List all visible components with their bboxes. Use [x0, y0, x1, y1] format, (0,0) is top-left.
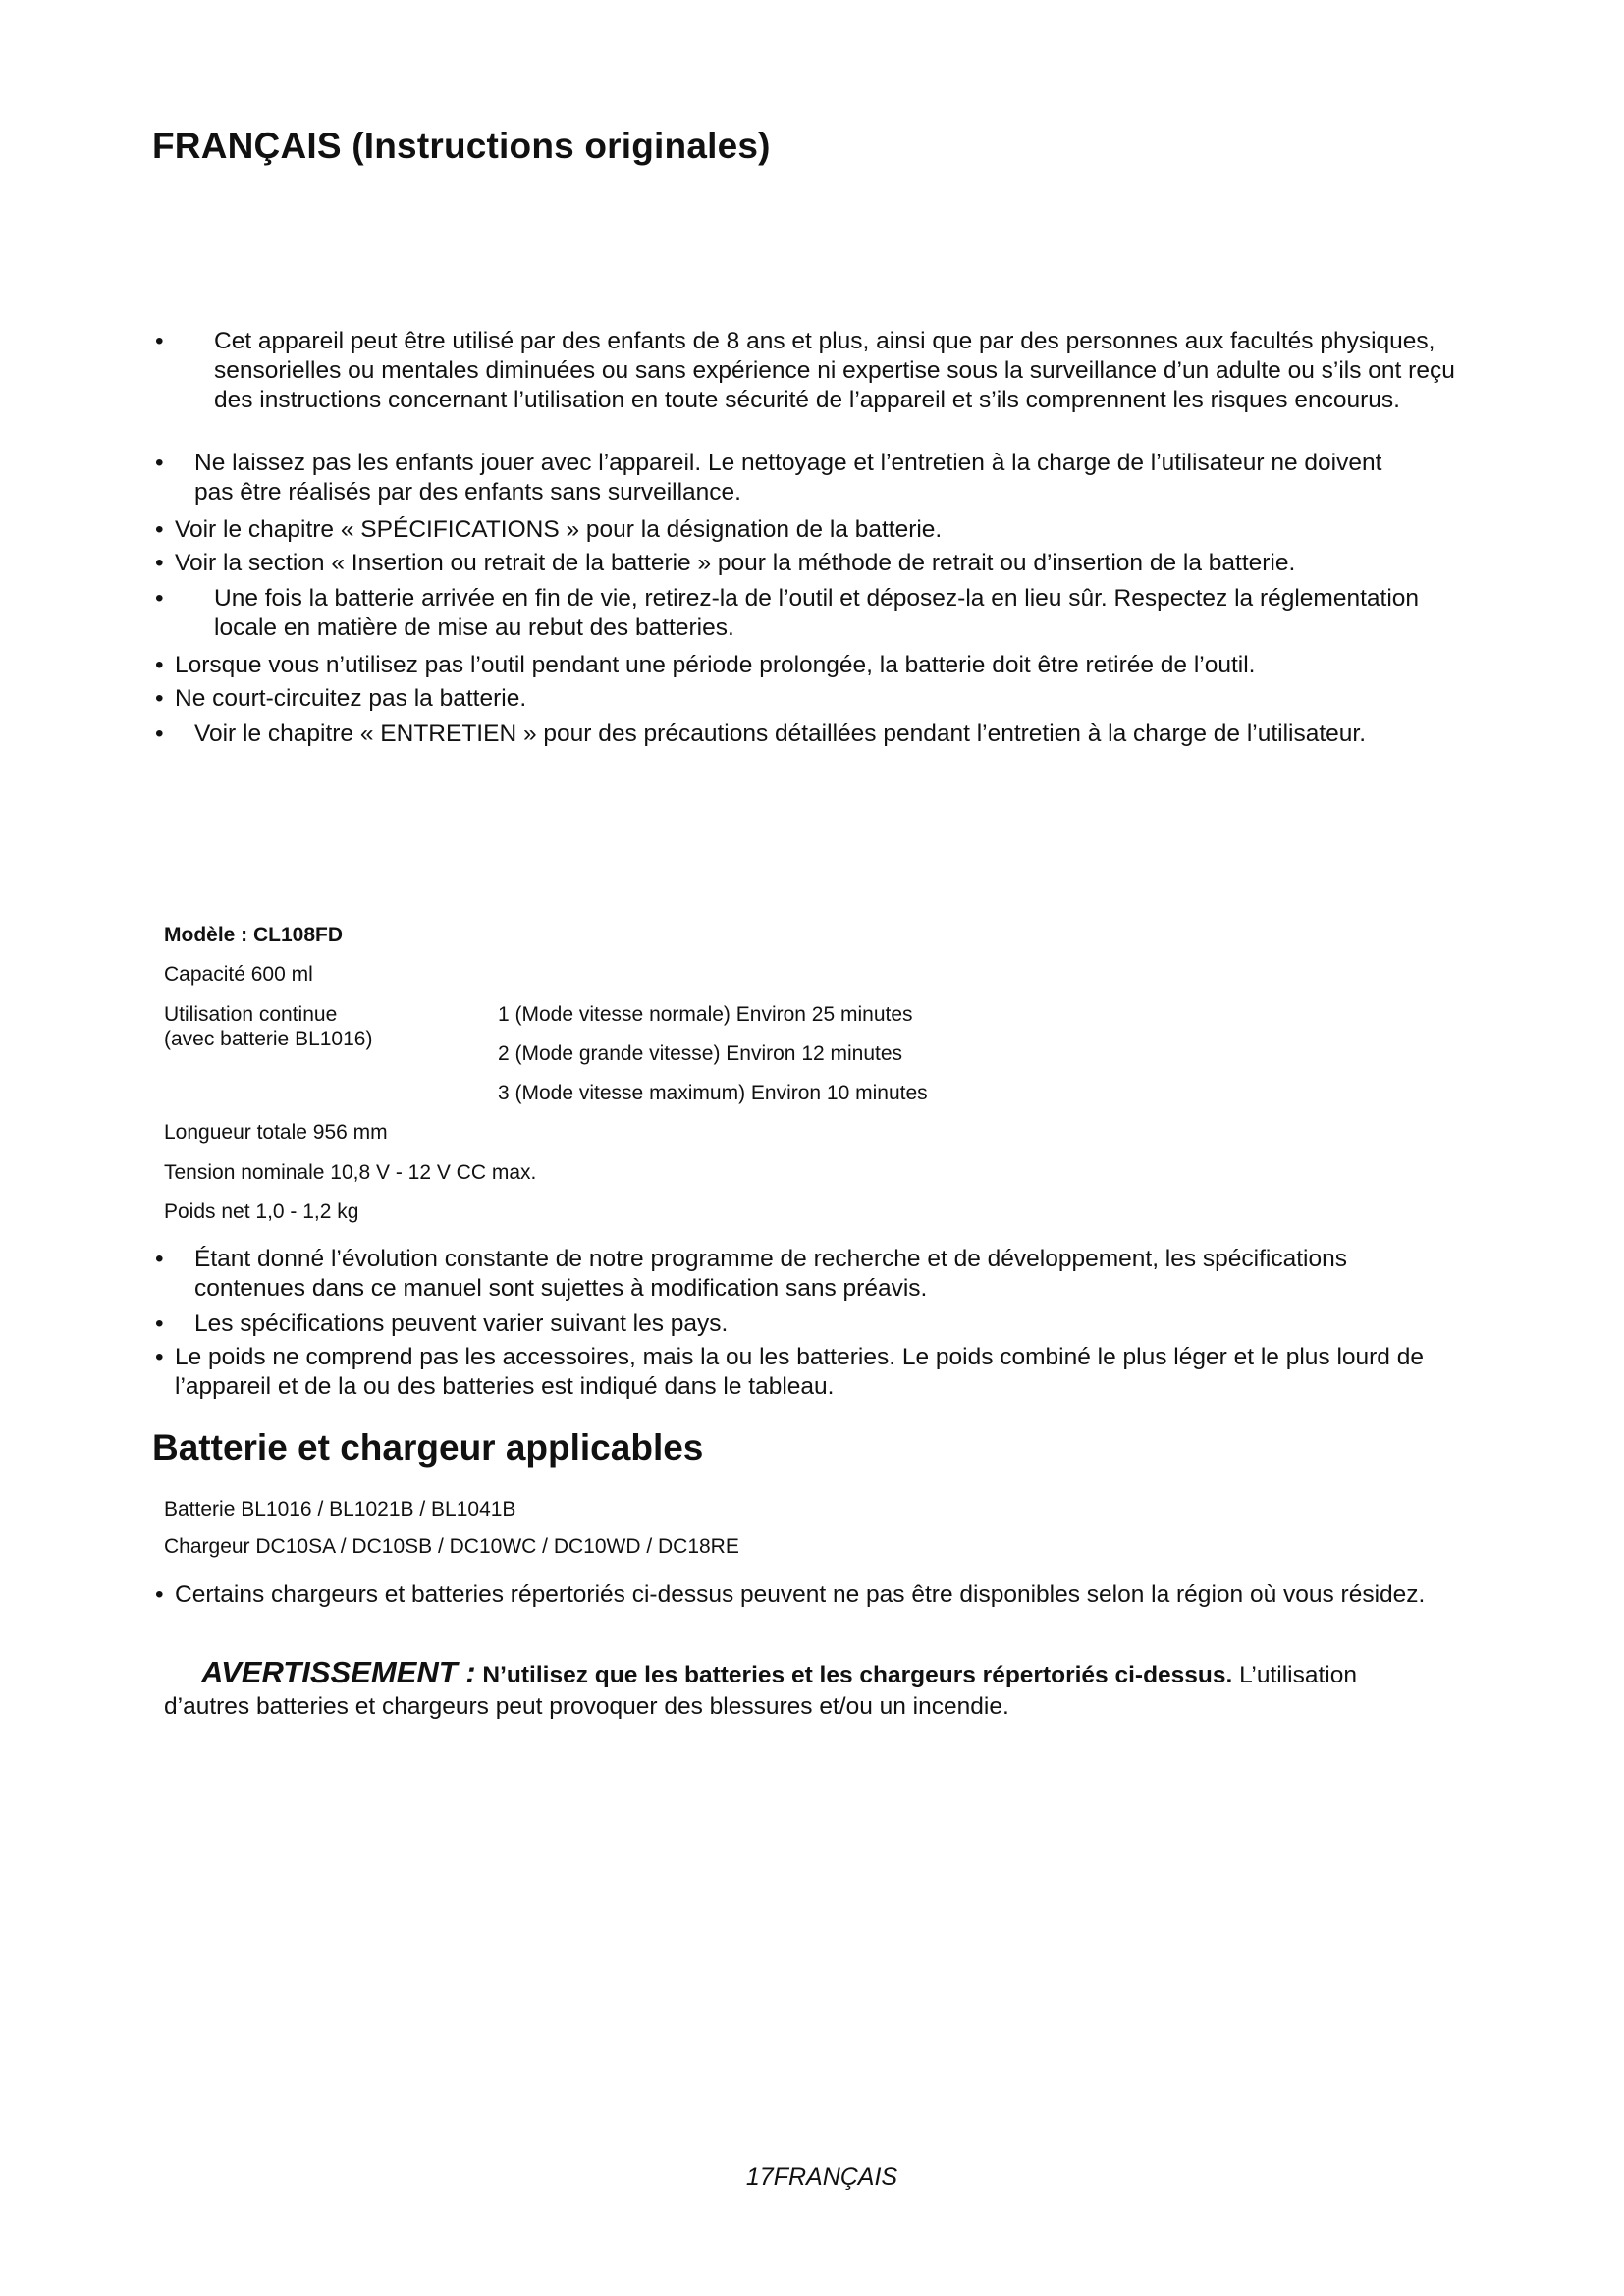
list-item-text: Une fois la batterie arrivée en fin de vie, retirez-la de l’outil et déposez-la en lieu sûr. Respectez la réglementation locale en matière de mise au rebut des batteries.	[214, 585, 1420, 641]
bullet-icon: •	[155, 585, 164, 612]
bullet-icon: •	[155, 1246, 164, 1272]
list-item	[155, 720, 1471, 753]
bullet-icon: •	[155, 1344, 164, 1370]
spec-notes-list	[155, 1245, 1471, 1408]
spec-voltage: Tension nominale 10,8 V - 12 V CC max.	[164, 1161, 537, 1184]
spec-model: Modèle : CL108FD	[164, 924, 344, 946]
list-item	[155, 1343, 1471, 1408]
list-item	[155, 651, 1471, 684]
list-item-text: Voir le chapitre « SPÉCIFICATIONS » pour la désignation de la batterie.	[175, 516, 943, 543]
bullet-icon: •	[155, 1310, 164, 1337]
bullet-icon: •	[155, 516, 164, 543]
warning-bold-text: N’utilisez que les batteries et les chargeurs répertoriés ci-dessus.	[482, 1662, 1233, 1688]
list-item-text: Les spécifications peuvent varier suivant les pays.	[194, 1310, 729, 1337]
bullet-icon: •	[155, 550, 164, 576]
spec-capacity: Capacité 600 ml	[164, 963, 313, 986]
list-item-text: Voir le chapitre « ENTRETIEN » pour des précautions détaillées pendant l’entretien à la charge de l’utilisateur.	[194, 721, 1367, 747]
spec-mode-2: 2 (Mode grande vitesse) Environ 12 minutes	[498, 1042, 903, 1065]
list-item-text: Ne court-circuitez pas la batterie.	[175, 685, 527, 712]
warning-paragraph	[164, 1657, 1440, 1723]
bullet-icon: •	[155, 721, 164, 747]
page-number: 17FRANÇAIS	[745, 2163, 898, 2191]
battery-models: Batterie BL1016 / BL1021B / BL1041B	[164, 1498, 516, 1521]
list-item	[155, 1309, 1471, 1343]
bullet-icon: •	[155, 328, 164, 354]
safety-list	[155, 327, 1471, 753]
list-item	[155, 584, 1471, 651]
warning-text: L’utilisation d’autres batteries et chargeurs peut provoquer des blessures et/ou un incendie.	[164, 1662, 1357, 1720]
bullet-icon: •	[155, 685, 164, 712]
spec-weight: Poids net 1,0 - 1,2 kg	[164, 1201, 359, 1223]
spec-continuous-label: Utilisation continue	[164, 1003, 338, 1026]
spec-continuous-sublabel: (avec batterie BL1016)	[164, 1028, 373, 1050]
warning-label: AVERTISSEMENT :	[201, 1655, 476, 1689]
list-item	[155, 549, 1471, 584]
page-title: FRANÇAIS (Instructions originales)	[152, 126, 771, 166]
list-item	[155, 1245, 1471, 1309]
list-item	[155, 327, 1471, 447]
list-item-text: Ne laissez pas les enfants jouer avec l’appareil. Le nettoyage et l’entretien à la charge de l’utilisateur ne doivent pas être réalisés par des enfants sans surveillance.	[194, 450, 1382, 506]
bullet-icon: •	[155, 450, 164, 476]
bullet-icon: •	[155, 652, 164, 678]
bullet-icon: •	[155, 1581, 164, 1608]
charger-models: Chargeur DC10SA / DC10SB / DC10WC / DC10WD / DC18RE	[164, 1535, 739, 1558]
list-item	[155, 449, 1471, 515]
spec-length: Longueur totale 956 mm	[164, 1121, 388, 1144]
list-item-text: Certains chargeurs et batteries répertoriés ci-dessus peuvent ne pas être disponibles selon la région où vous résidez.	[175, 1581, 1426, 1608]
list-item	[155, 684, 1471, 720]
spec-mode-3: 3 (Mode vitesse maximum) Environ 10 minutes	[498, 1082, 928, 1104]
spec-mode-1: 1 (Mode vitesse normale) Environ 25 minutes	[498, 1003, 913, 1026]
list-item-text: Voir la section « Insertion ou retrait de la batterie » pour la méthode de retrait ou d’insertion de la batterie.	[175, 550, 1296, 576]
list-item-text: Étant donné l’évolution constante de notre programme de recherche et de développement, les spécifications contenues dans ce manuel sont sujettes à modification sans préavis.	[194, 1246, 1348, 1302]
section-title: Batterie et chargeur applicables	[152, 1427, 704, 1468]
list-item	[155, 515, 1471, 549]
list-item-text: Lorsque vous n’utilisez pas l’outil pendant une période prolongée, la batterie doit être retirée de l’outil.	[175, 652, 1256, 678]
list-item-text: Le poids ne comprend pas les accessoires, mais la ou les batteries. Le poids combiné le plus léger et le plus lourd de l’appareil et de la ou des batteries est indiqué dans le tableau.	[175, 1344, 1424, 1400]
list-item-text: Cet appareil peut être utilisé par des enfants de 8 ans et plus, ainsi que par des personnes aux facultés physiques, sensorielles ou mentales diminuées ou sans expérience ni expertise sous la surveillance d’un adulte ou s’ils ont reçu des instructions concernant l’utilisation en toute sécurité de l’appareil et s’ils comprennent les risques encourus.	[214, 328, 1455, 413]
